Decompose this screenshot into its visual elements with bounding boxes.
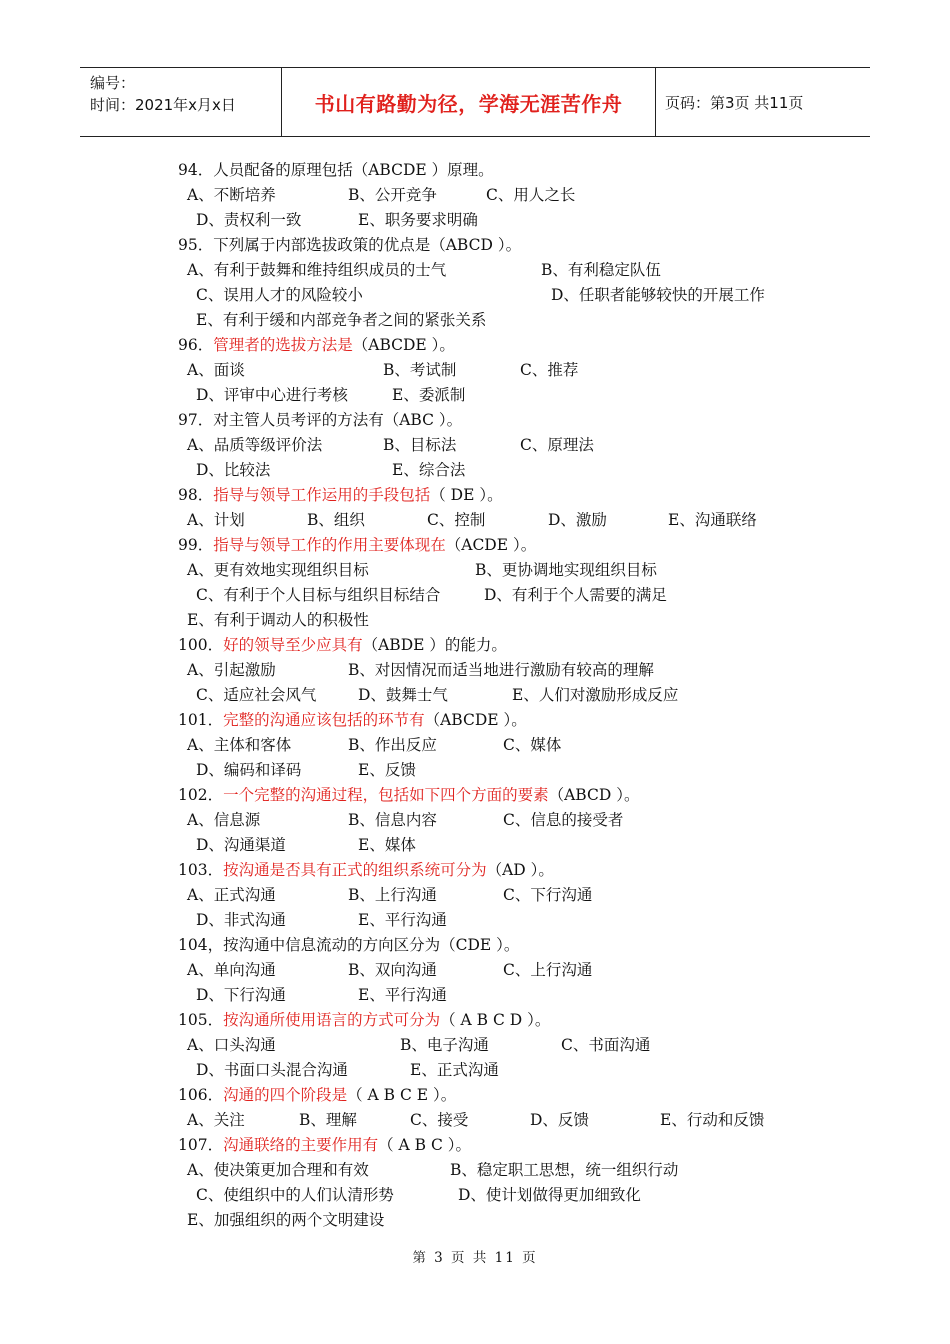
option: C、用人之长 [486, 186, 576, 204]
option: D、沟通渠道 [196, 836, 286, 854]
question-stem-highlight: 沟通联络的主要作用有 [223, 1136, 379, 1154]
question-stem-highlight: 沟通的四个阶段是 [223, 1086, 348, 1104]
option: D、鼓舞士气 [358, 686, 448, 704]
option: E、平行沟通 [358, 911, 447, 929]
option: D、有利于个人需要的满足 [484, 586, 667, 604]
option: E、有利于调动人的积极性 [187, 611, 369, 629]
question-number: 94． [178, 161, 214, 179]
option: B、电子沟通 [400, 1036, 489, 1054]
option: D、使计划做得更加细致化 [458, 1186, 641, 1204]
code-label: 编号： [90, 74, 136, 92]
option: D、编码和译码 [196, 761, 302, 779]
option: B、对因情况而适当地进行激励有较高的理解 [348, 661, 654, 679]
question-stem: 人员配备的原理包括（ABCDE ）原理。 [213, 161, 494, 179]
option: C、原理法 [520, 436, 594, 454]
option: C、下行沟通 [503, 886, 593, 904]
option: C、有利于个人目标与组织目标结合 [196, 586, 441, 604]
option: D、评审中心进行考核 [196, 386, 348, 404]
option: E、综合法 [392, 461, 466, 479]
option: B、目标法 [383, 436, 457, 454]
question-99 [178, 533, 536, 557]
question-number: 98． [178, 486, 214, 504]
option: A、关注 [187, 1111, 245, 1129]
question-stem-highlight: 指导与领导工作运用的手段包括 [213, 486, 431, 504]
question-stem-highlight: 指导与领导工作的作用主要体现在 [213, 536, 446, 554]
question-number: 101． [178, 711, 224, 729]
question-number: 96． [178, 336, 214, 354]
option: C、误用人才的风险较小 [196, 286, 363, 304]
page-header [80, 67, 870, 137]
time-label: 时间：2021年x月x日 [90, 96, 236, 114]
question-number: 104， [178, 936, 224, 954]
option: E、委派制 [392, 386, 466, 404]
question-96 [178, 333, 455, 357]
option: B、有利稳定队伍 [541, 261, 661, 279]
option: C、控制 [427, 511, 486, 529]
option: D、责权利一致 [196, 211, 302, 229]
question-number: 97． [178, 411, 214, 429]
option: A、正式沟通 [187, 886, 276, 904]
question-104 [178, 933, 519, 957]
option: D、任职者能够较快的开展工作 [551, 286, 765, 304]
option: C、推荐 [520, 361, 579, 379]
question-stem: 按沟通中信息流动的方向区分为（CDE ）。 [223, 936, 520, 954]
option: A、面谈 [187, 361, 245, 379]
option: B、上行沟通 [348, 886, 437, 904]
option: A、主体和客体 [187, 736, 292, 754]
option: C、信息的接受者 [503, 811, 624, 829]
question-stem: （ABDE ）的能力。 [362, 636, 507, 654]
option: C、书面沟通 [561, 1036, 651, 1054]
question-103 [178, 858, 554, 882]
option: B、双向沟通 [348, 961, 437, 979]
option: B、考试制 [383, 361, 457, 379]
question-107 [178, 1133, 471, 1157]
option: B、更协调地实现组织目标 [475, 561, 657, 579]
question-number: 106． [178, 1086, 224, 1104]
question-stem: 下列属于内部选拔政策的优点是（ABCD ）。 [213, 236, 522, 254]
option: E、反馈 [358, 761, 416, 779]
option: A、单向沟通 [187, 961, 276, 979]
question-stem: （ DE ）。 [430, 486, 503, 504]
option: E、有利于缓和内部竞争者之间的紧张关系 [196, 311, 487, 329]
question-94 [178, 158, 494, 182]
question-102 [178, 783, 639, 807]
question-number: 95． [178, 236, 214, 254]
question-number: 105． [178, 1011, 224, 1029]
option: D、激励 [548, 511, 607, 529]
question-stem-highlight: 管理者的选拔方法是 [213, 336, 353, 354]
option: E、人们对激励形成反应 [512, 686, 679, 704]
option: B、作出反应 [348, 736, 437, 754]
question-number: 102． [178, 786, 224, 804]
option: D、书面口头混合沟通 [196, 1061, 348, 1079]
question-stem: （ABCDE ）。 [424, 711, 527, 729]
option: D、比较法 [196, 461, 271, 479]
option: A、使决策更加合理和有效 [187, 1161, 369, 1179]
option: E、职务要求明确 [358, 211, 478, 229]
option: E、行动和反馈 [660, 1111, 765, 1129]
option: E、加强组织的两个文明建设 [187, 1211, 385, 1229]
question-105 [178, 1008, 550, 1032]
option: C、上行沟通 [503, 961, 593, 979]
question-101 [178, 708, 527, 732]
option: A、更有效地实现组织目标 [187, 561, 369, 579]
question-stem: （ACDE ）。 [445, 536, 537, 554]
question-stem-highlight: 好的领导至少应具有 [223, 636, 363, 654]
question-number: 103． [178, 861, 224, 879]
question-stem: （ABCDE ）。 [352, 336, 455, 354]
header-page-number: 页码：第3页 共11页 [665, 93, 804, 112]
option: A、计划 [187, 511, 245, 529]
option: D、反馈 [530, 1111, 589, 1129]
option: B、理解 [299, 1111, 357, 1129]
option: B、组织 [307, 511, 365, 529]
question-97 [178, 408, 462, 432]
option: D、非式沟通 [196, 911, 286, 929]
option: A、有利于鼓舞和维持组织成员的士气 [187, 261, 447, 279]
option: A、引起激励 [187, 661, 276, 679]
option: A、不断培养 [187, 186, 276, 204]
option: E、平行沟通 [358, 986, 447, 1004]
question-106 [178, 1083, 456, 1107]
question-number: 99． [178, 536, 214, 554]
option: A、信息源 [187, 811, 261, 829]
page-footer: 第 3 页 共 11 页 [412, 1250, 538, 1266]
option: C、媒体 [503, 736, 562, 754]
option: C、接受 [410, 1111, 469, 1129]
question-stem-highlight: 完整的沟通应该包括的环节有 [223, 711, 425, 729]
question-stem-highlight: 按沟通所使用语言的方式可分为 [223, 1011, 441, 1029]
question-stem: （ A B C D ）。 [440, 1011, 551, 1029]
question-number: 107． [178, 1136, 224, 1154]
question-stem: 对主管人员考评的方法有（ABC ）。 [213, 411, 463, 429]
header-motto: 书山有路勤为径，学海无涯苦作舟 [282, 68, 656, 136]
question-98 [178, 483, 503, 507]
option: E、媒体 [358, 836, 416, 854]
question-stem: （ A B C ）。 [378, 1136, 472, 1154]
question-stem: （ABCD ）。 [548, 786, 640, 804]
question-stem-highlight: 按沟通是否具有正式的组织系统可分为 [223, 861, 487, 879]
option: A、品质等级评价法 [187, 436, 323, 454]
option: B、公开竞争 [348, 186, 437, 204]
option: E、沟通联络 [668, 511, 757, 529]
option: B、稳定职工思想，统一组织行动 [450, 1161, 679, 1179]
question-stem: （ A B C E ）。 [347, 1086, 457, 1104]
question-number: 100． [178, 636, 224, 654]
question-95 [178, 233, 521, 257]
option: E、正式沟通 [410, 1061, 499, 1079]
option: D、下行沟通 [196, 986, 286, 1004]
option: C、适应社会风气 [196, 686, 317, 704]
question-stem-highlight: 一个完整的沟通过程，包括如下四个方面的要素 [223, 786, 549, 804]
header-meta [80, 68, 282, 136]
question-stem: （AD ）。 [486, 861, 554, 879]
option: B、信息内容 [348, 811, 437, 829]
option: A、口头沟通 [187, 1036, 276, 1054]
option: C、使组织中的人们认清形势 [196, 1186, 394, 1204]
question-100 [178, 633, 507, 657]
